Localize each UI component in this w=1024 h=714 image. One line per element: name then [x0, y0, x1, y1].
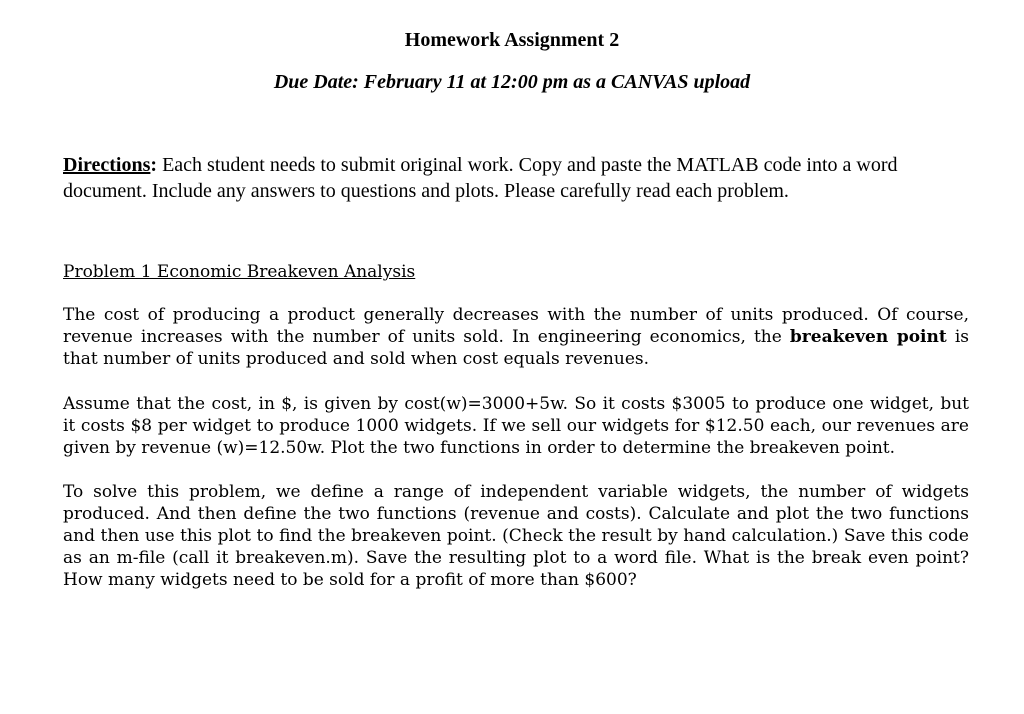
breakeven-point-term: breakeven point — [789, 327, 947, 347]
directions-paragraph — [63, 152, 963, 204]
problem-1-paragraph-2: Assume that the cost, in $, is given by cost(w)=3000+5w. So it costs $3005 to produce one widget, but it costs $8 per widget to produce 1000 widgets. If we sell our widgets for $12.50 each, our revenues are given by revenue (w)=12.50w. Plot the two functions in order to determine the breakeven point. — [63, 394, 969, 458]
assignment-title: Homework Assignment 2 — [404, 29, 620, 51]
problem-1-paragraph-3: To solve this problem, we define a range of independent variable widgets, the number of widgets produced. And then define the two functions (revenue and costs). Calculate and plot the two functions and then use this plot to find the breakeven point. (Check the result by hand calculation.) Save this code as an m-file (call it breakeven.m). Save the resulting plot to a word file. What is the break even point? How many widgets need to be sold for a profit of more than $600? — [63, 482, 969, 590]
problem-1-heading: Problem 1 Economic Breakeven Analysis — [63, 262, 416, 282]
directions-text: Each student needs to submit original work. Copy and paste the MATLAB code into a word document. Include any answers to questions and plots. Please carefully read each problem. — [63, 154, 898, 202]
paragraph-1-text-after: is that number of units produced and sold when cost equals revenues. — [63, 327, 969, 369]
due-date: Due Date: February 11 at 12:00 pm as a CANVAS upload — [273, 71, 751, 93]
directions-colon: : — [150, 154, 158, 176]
directions-label: Directions — [63, 154, 151, 176]
paragraph-1-text-before: The cost of producing a product generally decreases with the number of units produced. Of course, revenue increases with the number of units sold. In engineering economics, the — [63, 305, 969, 347]
problem-1-paragraph-1 — [63, 304, 969, 370]
